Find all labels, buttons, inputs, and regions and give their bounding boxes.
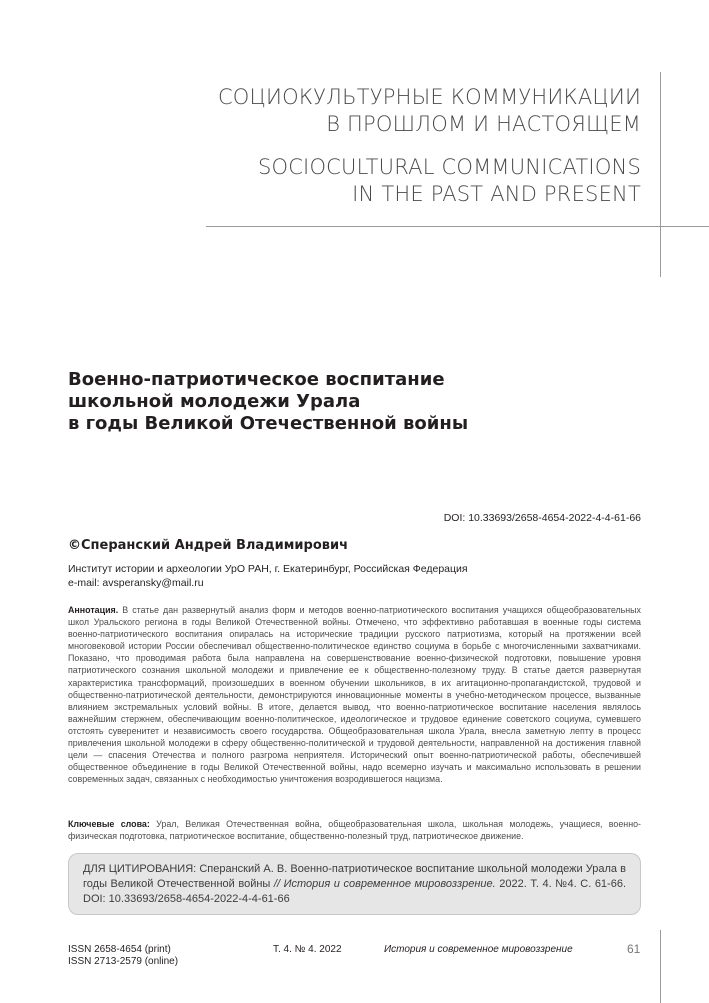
abstract-label: Аннотация.	[68, 605, 119, 615]
section-title-en-line: IN THE PAST AND PRESENT	[352, 182, 641, 206]
page-number: 61	[627, 942, 641, 956]
section-title-en	[121, 154, 641, 208]
article-title-line: в годы Великой Отечественной войны	[68, 413, 469, 434]
decorative-footer-line	[660, 930, 661, 1003]
article-doi: DOI: 10.33693/2658-4654-2022-4-4-61-66	[443, 512, 641, 524]
abstract	[68, 604, 641, 785]
article-title	[68, 369, 568, 435]
keywords	[68, 818, 641, 842]
keywords-text: Урал, Великая Отечественная война, общеобразовательная школа, школьная молодежь, учащиеся, военно-физическая подготовка, патриотическое воспитание, общественно-полезный труд, патриотическое движение.	[68, 819, 641, 842]
section-header	[121, 84, 641, 208]
keywords-label: Ключевые слова:	[68, 819, 150, 829]
decorative-horizontal-line	[206, 226, 709, 227]
issn-print: ISSN 2658-4654 (print)	[68, 944, 171, 955]
citation-box	[68, 853, 641, 915]
footer-journal: История и современное мировоззрение	[384, 944, 573, 955]
citation-suffix: 2022. Т. 4. №4. С. 61-66. DOI: 10.33693/2658-4654-2022-4-4-61-66	[83, 878, 627, 905]
section-title-ru	[121, 84, 641, 138]
issn-online: ISSN 2713-2579 (online)	[68, 956, 179, 967]
author-affiliation: Институт истории и археологии УрО РАН, г. Екатеринбург, Российская Федерация	[68, 563, 468, 575]
decorative-vertical-line	[660, 72, 661, 277]
section-title-ru-line: СОЦИОКУЛЬТУРНЫЕ КОММУНИКАЦИИ	[217, 85, 641, 109]
article-title-line: Военно-патриотическое воспитание	[68, 369, 445, 390]
author-email: e-mail: avsperansky@mail.ru	[68, 577, 204, 589]
author-name: ©Сперанский Андрей Владимирович	[68, 538, 349, 553]
section-title-ru-line: В ПРОШЛОМ И НАСТОЯЩЕМ	[326, 112, 641, 136]
footer-volume: Т. 4. № 4. 2022	[273, 944, 342, 955]
article-title-line: школьной молодежи Урала	[68, 391, 361, 412]
citation-journal: // История и современное мировоззрение.	[273, 878, 496, 890]
citation-prefix: ДЛЯ ЦИТИРОВАНИЯ: Сперанский А. В. Военно-патриотическое воспитание школьной молодежи Урала в годы Великой Отечественной войны	[83, 863, 626, 890]
abstract-text: В статье дан развернутый анализ форм и методов военно-патриотического воспитания учащихся общеобразовательных школ Уральского региона в годы Великой Отечественной войны. Отмечено, что эффективно работавшая в военные годы система военно-патриотического воспитания опиралась на исторические традиции русского патриотизма, который на протяжении всей многовековой истории России обеспечивал общественно-политическое единство социума в борьбе с многочисленными захватчиками. Показано, что проводимая работа была направлена на совершенствование военно-физической подготовки, повышение уровня патриотического сознания школьной молодежи и привлечение ее к общественно-полезному труду. В статье дается развернутая характеристика трансформаций, произошедших в военном обучении школьников, в их агитационно-пропагандистской, трудовой и общественно-патриотической деятельности, демонстрируются инновационные моменты в учебно-методическом процессе, вызванные влиянием экстремальных условий войны. В итоге, делается вывод, что военно-патриотическое воспитание населения являлось важнейшим стержнем, обеспечивающим военно-политическое, идеологическое и трудовое единение советского социума, сумевшего отстоять суверенитет и независимость своего государства. Общеобразовательная школа Урала, внесла заметную лепту в процесс привлечения школьной молодежи в сферу общественно-политической и трудовой деятельности, направленной на достижения главной цели — спасения Отечества и полного разгрома неприятеля. Исторический опыт военно-патриотической работы, обеспечившей общественное объединение в годы Великой Отечественной войны, надо всемерно изучать и максимально использовать в решении современных задач, связанных с необходимостью уничтожения возродившегося нацизма.	[68, 605, 641, 785]
footer-issn	[68, 944, 178, 968]
section-title-en-line: SOCIOCULTURAL COMMUNICATIONS	[257, 155, 641, 179]
